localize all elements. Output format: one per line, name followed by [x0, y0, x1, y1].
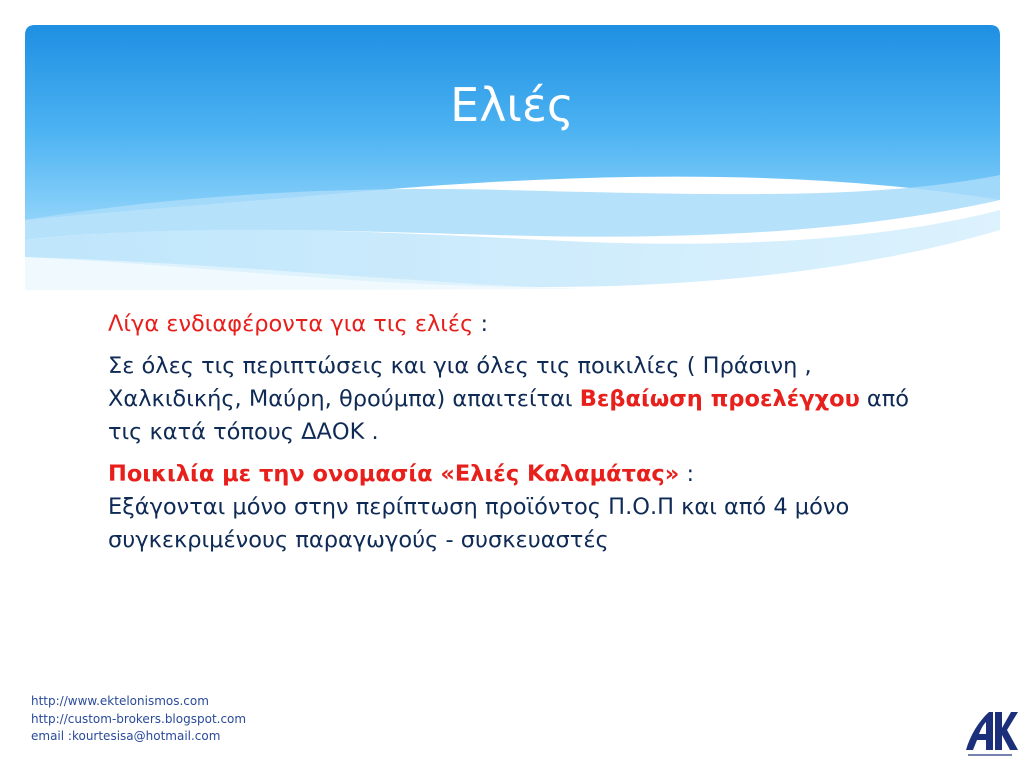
footer-email[interactable]: email :kourtesisa@hotmail.com	[31, 729, 221, 743]
paragraph-kalamata	[108, 458, 928, 557]
paragraph-prevalidation-text: Σε όλες τις περιπτώσεις και για όλες τις ποικιλίες ( Πράσινη , Χαλκιδικής, Μαύρη, θρούμπα) απαιτείται	[108, 353, 812, 412]
footer-contact-links	[31, 693, 246, 746]
footer-link-website[interactable]: http://www.ektelonismos.com	[31, 694, 209, 708]
prevalidation-certificate-emphasis: Βεβαίωση προελέγχου	[579, 386, 860, 412]
slide-title: Ελιές	[450, 78, 574, 132]
kalamata-colon: :	[679, 461, 695, 487]
intro-label: Λίγα ενδιαφέροντα για τις ελιές	[108, 311, 474, 337]
kalamata-variety-emphasis: Ποικιλία με την ονομασία «Ελιές Καλαμάτας»	[108, 461, 680, 487]
slide-body	[108, 308, 928, 566]
ak-logo-graphic	[962, 706, 1018, 762]
paragraph-prevalidation-tail: από τις κατά τόπους ΔΑΟΚ .	[108, 386, 910, 445]
intro-paragraph	[108, 308, 928, 341]
slide-header-banner	[25, 25, 1000, 290]
paragraph-kalamata-text: Εξάγονται μόνο στην περίπτωση προϊόντος Π.Ο.Π και από 4 μόνο συγκεκριμένους παραγωγούς - συσκευαστές	[108, 494, 850, 553]
ak-logo-icon	[962, 706, 1018, 762]
wave-banner-graphic	[25, 25, 1000, 290]
intro-colon: :	[473, 311, 489, 337]
paragraph-prevalidation	[108, 350, 928, 449]
footer-link-blog[interactable]: http://custom-brokers.blogspot.com	[31, 711, 247, 726]
